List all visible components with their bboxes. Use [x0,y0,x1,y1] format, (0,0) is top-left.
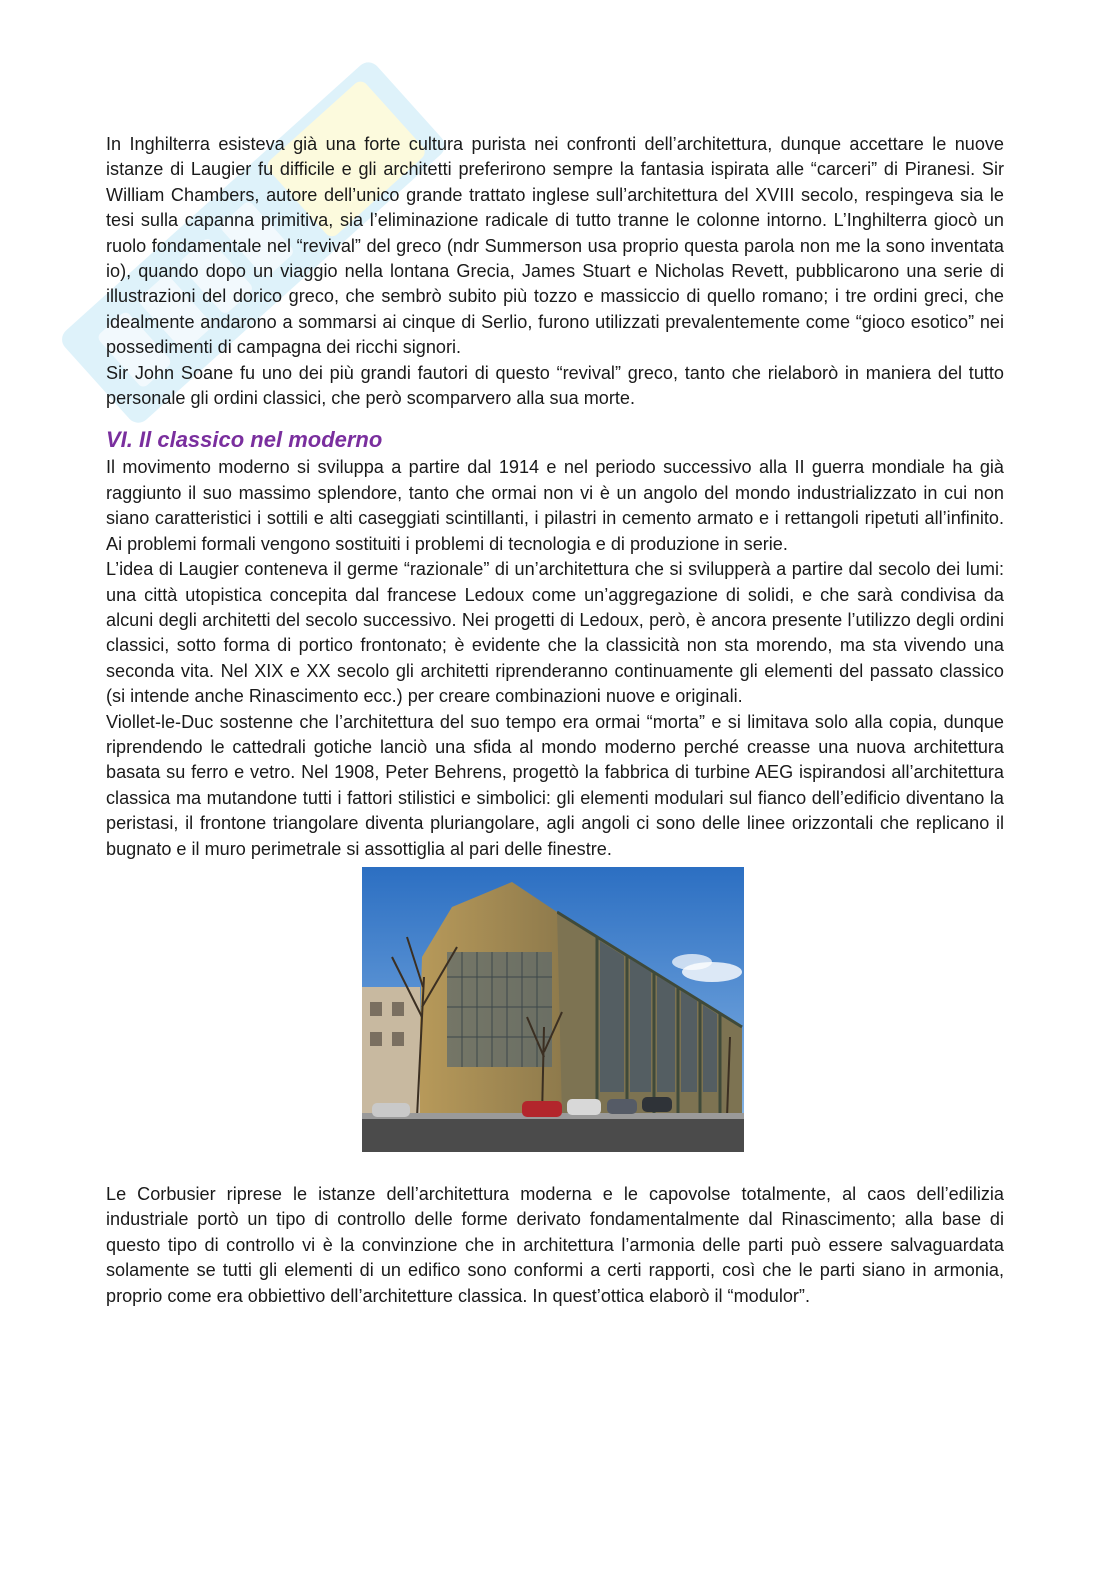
paragraph-england-purism: In Inghilterra esisteva già una forte cultura purista nei confronti dell’architettura, dunque accettare le nuove istanze di Laugier fu difficile e gli architetti preferirono sempre la fantasia ispirata alle “carceri” di Piranesi. Sir William Chambers, autore dell’unico grande trattato inglese sull’architettura del XVIII secolo, respingeva sia le tesi sulla capanna primitiva, sia l’eliminazione radicale di tutto tranne le colonne intorno. L’Inghilterra giocò un ruolo fondamentale nel “revival” del greco (ndr Summerson usa proprio questa parola non me la sono inventata io), quando dopo un viaggio nella lontana Grecia, James Stuart e Nicholas Revett, pubblicarono una serie di illustrazioni del dorico greco, che sembrò subito più tozzo e massiccio di quello romano; i tre ordini greci, che idealmente andarono a sommarsi ai cinque di Serlio, furono utilizzati prevalentemente come “gioco esotico” nei possedimenti di campagna dei ricchi signori. [106,134,1004,358]
paragraph-john-soane: Sir John Soane fu uno dei più grandi fautori di questo “revival” greco, tanto che rielaborò in maniera del tutto personale gli ordini classici, che però scomparvero alla sua morte. [106,362,1004,409]
section-heading: VI. Il classico nel moderno [106,427,383,453]
aeg-turbine-factory-photo [362,867,744,1152]
paragraph-viollet-behrens: Viollet-le-Duc sostenne che l’architettura del suo tempo era ormai “morta” e si limitava solo alla copia, dunque riprendendo le cattedrali gotiche lanciò una sfida al mondo moderno perché creasse una nuova architettura basata su ferro e vetro. Nel 1908, Peter Behrens, progettò la fabbrica di turbine AEG ispirandosi all’architettura classica ma mutandone tutti i fattori stilistici e simbolici: gli elementi modulari sul fianco dell’edificio diventano la peristasi, il frontone triangolare diventa pluriangolare, agli angoli ci sono delle linee orizzontali che replicano il bugnato e il muro perimetrale si assottiglia al pari delle finestre. [106,711,1004,859]
document-page [106,132,1004,1309]
paragraph-le-corbusier: Le Corbusier riprese le istanze dell’architettura moderna e le capovolse totalmente, al caos dell’edilizia industriale portò un tipo di controllo delle forme derivato fondamentalmente dal Rinascimento; alla base di questo tipo di controllo vi è la convinzione che in architettura l’armonia delle parti può essere salvaguardata solamente se tutti gli elementi di un edifico sono conformi a certi rapporti, così che le parti siano in armonia, proprio come era obbiettivo dell’architetture classica. In quest’ottica elaborò il “modulor”. [106,1183,1004,1306]
paragraph-laugier-ledoux: L’idea di Laugier conteneva il germe “razionale” di un’architettura che si svilupperà a partire dal secolo dei lumi: una città utopistica concepita dal francese Ledoux come un’aggregazione di solidi, e che sarà condivisa da alcuni degli architetti del secolo successivo. Nei progetti di Ledoux, però, è ancora presente l’utilizzo degli ordini classici, sotto forma di portico frontonato; è evidente che la classicità non sta morendo, ma sta vivendo una seconda vita. Nel XIX e XX secolo gli architetti riprenderanno continuamente gli elementi del passato classico (si intende anche Rinascimento ecc.) per creare combinazioni nuove e originali. [106,559,1004,707]
paragraph-modern-movement: Il movimento moderno si sviluppa a partire dal 1914 e nel periodo successivo alla II guerra mondiale ha già raggiunto il suo massimo splendore, tanto che ormai non vi è un angolo del mondo industrializzato in cui non siano caratteristici i sottili e alti caseggiati scintillanti, i pilastri in cemento armato e i rettangoli ripetuti all’infinito. Ai problemi formali vengono sostituiti i problemi di tecnologia e di produzione in serie. [106,457,1004,554]
